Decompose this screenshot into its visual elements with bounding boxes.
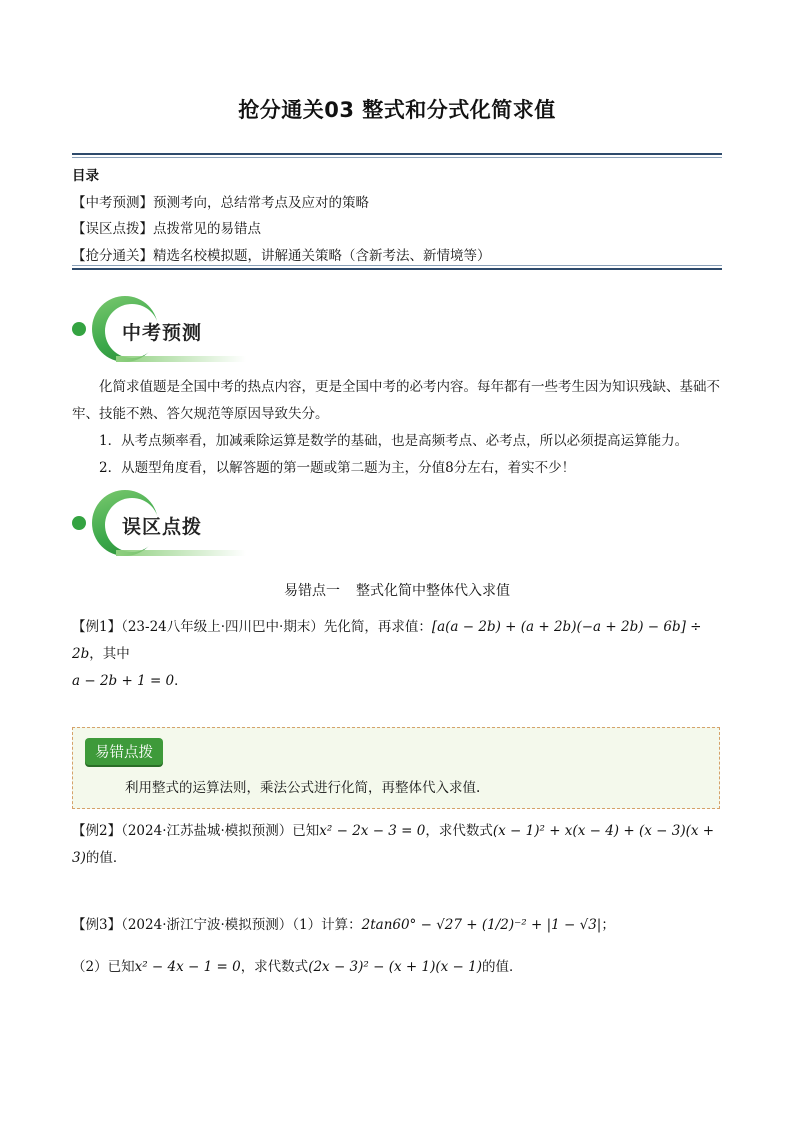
toc-item: 【抢分通关】精选名校模拟题，讲解通关策略（含新考法、新情境等） bbox=[72, 247, 491, 264]
forecast-point-2: 2．从题型角度看，以解答题的第一题或第二题为主，分值8分左右，着实不少！ bbox=[99, 460, 576, 476]
section-banner-forecast bbox=[72, 296, 252, 370]
example-2-lead: 【例2】（2024·江苏盐城·模拟预测）已知 bbox=[72, 823, 320, 839]
toc-item: 【误区点拨】点拨常见的易错点 bbox=[72, 221, 261, 237]
example-3-part2-condition: x² − 4x − 1 = 0 bbox=[134, 959, 241, 975]
example-3-expression: 2tan60° − √27 + (1/2)⁻² + |1 − √3| bbox=[361, 917, 602, 933]
toc-top-rule bbox=[72, 153, 722, 158]
tip-text: 利用整式的运算法则，乘法公式进行化简，再整体代入求值. bbox=[125, 780, 481, 796]
example-2-condition: x² − 2x − 3 = 0 bbox=[319, 823, 426, 839]
banner-dot-icon bbox=[72, 516, 86, 530]
example-1-condition: a − 2b + 1 = 0 bbox=[72, 673, 175, 689]
example-3-lead: 【例3】（2024·浙江宁波·模拟预测）（1）计算： bbox=[72, 917, 362, 933]
example-3-part2-end: 的值． bbox=[481, 959, 523, 975]
example-1-tail: ，其中 bbox=[89, 646, 130, 662]
banner-dot-icon bbox=[72, 322, 86, 336]
example-2-expression: (x − 1)² + x(x − 4) + (x − 3)(x + 3) bbox=[72, 823, 715, 866]
example-1 bbox=[72, 614, 724, 695]
example-3 bbox=[72, 912, 724, 939]
example-2-end: 的值． bbox=[85, 850, 127, 866]
mistake-sub-heading bbox=[0, 580, 794, 600]
section-banner-mistakes bbox=[72, 490, 252, 564]
forecast-intro: 化简求值题是全国中考的热点内容，更是全国中考的必考内容。每年都有一些考生因为知识残缺、基础不牢、技能不熟、答欠规范等原因导致失分。 bbox=[72, 379, 720, 422]
example-2-mid: ，求代数式 bbox=[425, 823, 493, 839]
example-1-end: ． bbox=[174, 673, 188, 689]
example-3-part2-mid: ，求代数式 bbox=[240, 959, 309, 975]
section-label: 中考预测 bbox=[122, 322, 203, 344]
mistake-title: 整式化简中整体代入求值 bbox=[356, 583, 510, 599]
forecast-point-1: 1．从考点频率看，加减乘除运算是数学的基础，也是高频考点、必考点，所以必须提高运算能力。 bbox=[99, 433, 689, 449]
example-1-lead: 【例1】（23-24八年级上·四川巴中·期末）先化简，再求值： bbox=[72, 619, 432, 635]
tip-box bbox=[72, 727, 720, 809]
toc-bottom-rule bbox=[72, 265, 722, 270]
toc-heading: 目录 bbox=[72, 168, 99, 184]
example-2 bbox=[72, 818, 724, 872]
toc-item: 【中考预测】预测考向，总结常考点及应对的策略 bbox=[72, 194, 369, 211]
mistake-number: 易错点一 bbox=[284, 583, 340, 599]
tip-tag: 易错点拨 bbox=[85, 738, 163, 765]
example-3-part2-lead: （2）已知 bbox=[72, 959, 135, 975]
example-3-part2-expression: (2x − 3)² − (x + 1)(x − 1) bbox=[308, 959, 482, 975]
example-3-end: ； bbox=[601, 917, 615, 933]
example-3-part-2 bbox=[72, 954, 724, 981]
page-title: 抢分通关03 整式和分式化简求值 bbox=[238, 98, 556, 122]
example-1-expression: [a(a − 2b) + (a + 2b)(−a + 2b) − 6b] ÷ 2b bbox=[72, 619, 702, 662]
section-label: 误区点拨 bbox=[122, 516, 203, 538]
table-of-contents bbox=[72, 163, 722, 269]
